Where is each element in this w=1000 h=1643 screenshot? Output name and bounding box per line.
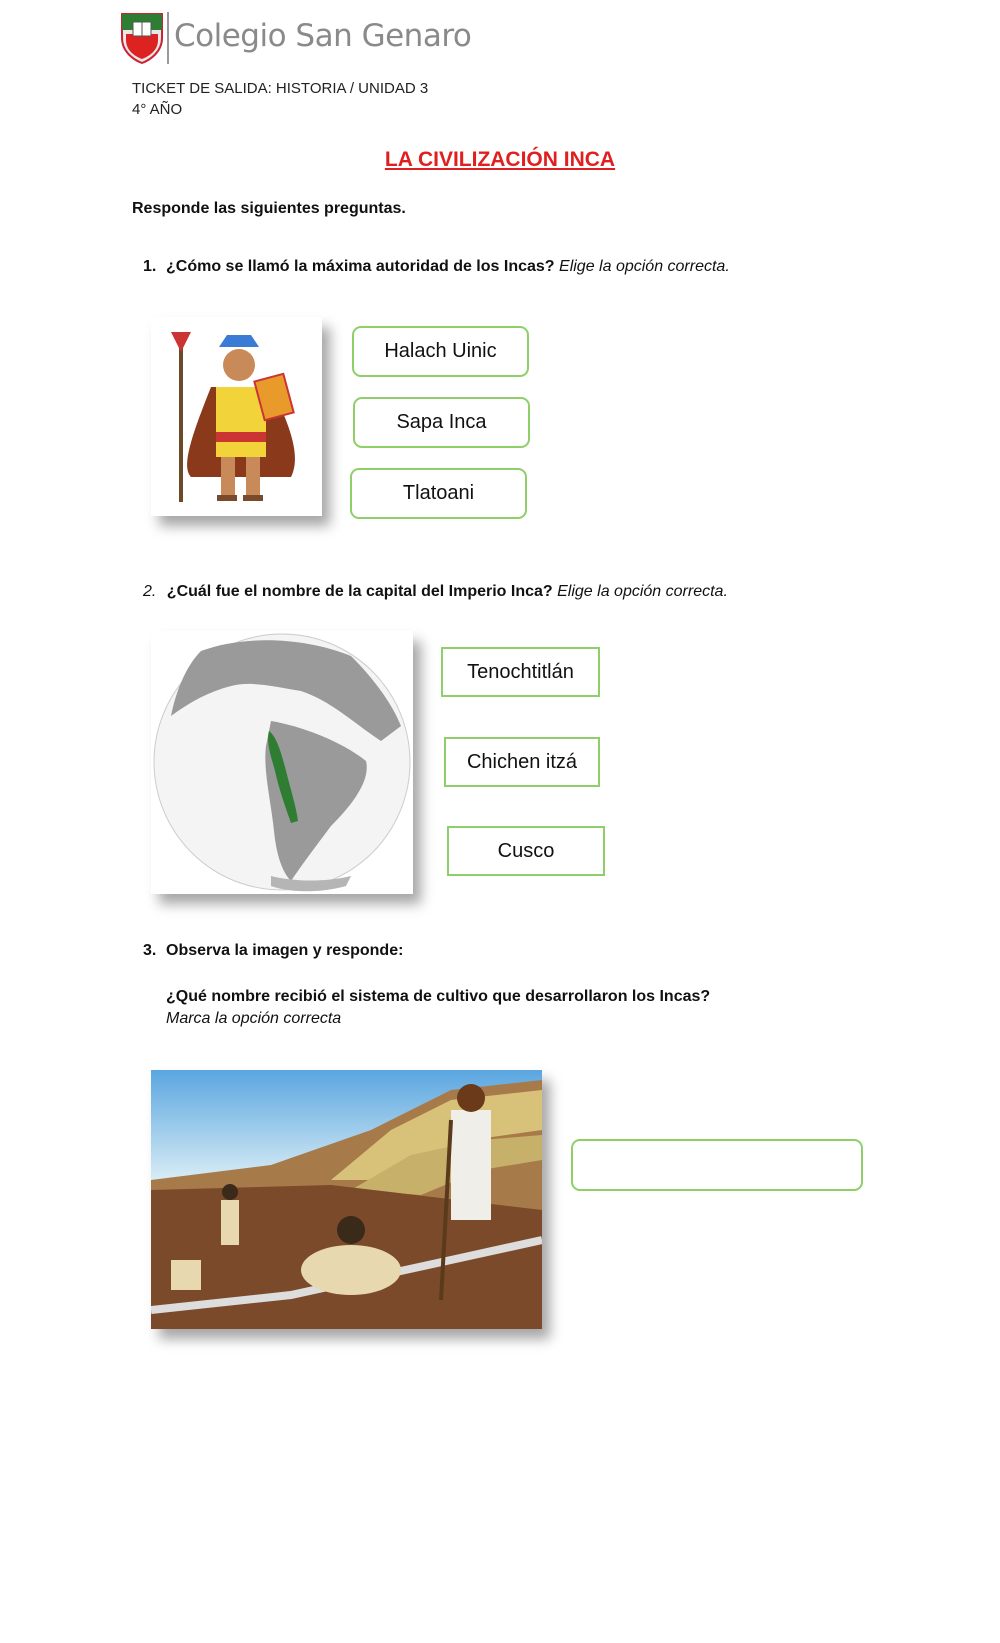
header-divider [167,12,169,64]
school-logo [120,12,164,64]
globe-map-image [151,631,413,894]
instructions: Responde las siguientes preguntas. [132,200,406,217]
question-hint: Elige la opción correcta. [557,583,728,600]
answer-input[interactable] [571,1139,863,1191]
inca-farming-image [151,1070,542,1329]
question-number: 1. [143,258,157,275]
header-line-1: TICKET DE SALIDA: HISTORIA / UNIDAD 3 [132,80,429,97]
option-cusco[interactable]: Cusco [447,826,605,876]
question-3-hint: Marca la opción correcta [166,1010,342,1027]
page-title: LA CIVILIZACIÓN INCA [384,148,616,171]
question-number: 3. [143,942,157,959]
question-2 [143,583,728,601]
question-1 [166,258,730,276]
question-text: ¿Cuál fue el nombre de la capital del Imperio Inca? [166,583,553,600]
shield-icon [120,12,164,64]
school-name: Colegio San Genaro [174,18,472,54]
option-halach-uinic[interactable]: Halach Uinic [352,326,529,377]
question-text: ¿Cómo se llamó la máxima autoridad de los Incas? [166,258,555,275]
question-3-subquestion: ¿Qué nombre recibió el sistema de cultivo que desarrollaron los Incas? [166,988,711,1005]
sapa-inca-image [151,317,322,516]
option-tlatoani[interactable]: Tlatoani [350,468,527,519]
question-3-text: Observa la imagen y responde: [166,942,404,959]
header-line-2: 4° AÑO [132,101,183,118]
option-tenochtitlan[interactable]: Tenochtitlán [441,647,600,697]
question-number: 2. [143,583,157,600]
question-hint: Elige la opción correcta. [559,258,730,275]
option-chichen-itza[interactable]: Chichen itzá [444,737,600,787]
option-sapa-inca[interactable]: Sapa Inca [353,397,530,448]
